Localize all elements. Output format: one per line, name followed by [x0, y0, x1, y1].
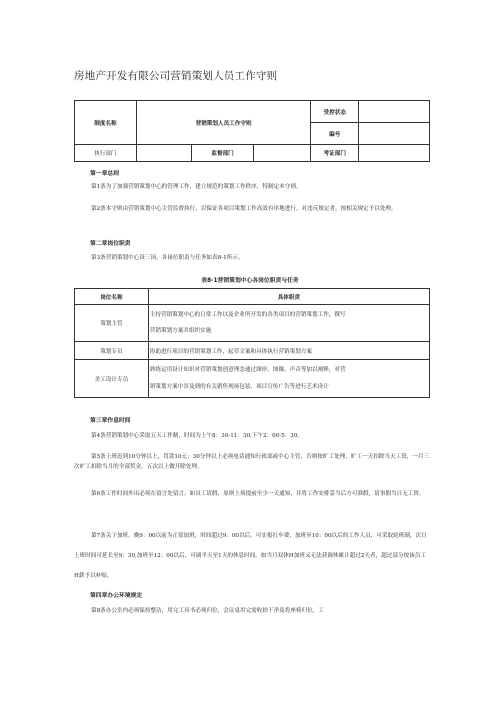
- table-row: [75, 360, 430, 398]
- table-row: [75, 305, 430, 342]
- number-label: 编号: [311, 123, 359, 145]
- number-value: [359, 123, 430, 145]
- article-8: 第8条办公室内必须保持整洁，用完工具书必须归位，会议桌用完需收拾干净及将座椅归位，工: [91, 608, 324, 614]
- duty-col-position: 岗位名称: [75, 289, 149, 305]
- duty-line: 销策划方案中涉及到的有关销售现场包装、项目宣传广告等进行艺术设计: [149, 383, 329, 390]
- article-4: 第4条营销策划中心采取五天工作制，时间为上午8：30-11：30,下午2：00-5：30。: [91, 433, 304, 439]
- chapter-4-heading: 第四章办公环境规定: [90, 593, 143, 599]
- supervise-dept-label: 监督部门: [191, 145, 254, 162]
- article-3: 第3条营销策划中心设三岗，各岗位职责与任务如表8-1所示。: [91, 255, 244, 261]
- article-1: 第1条为了加强营销策划中心的管理工作，建立规范的策划工作秩序，特制定本守则。: [91, 184, 302, 190]
- assess-dept-label: 考证部门: [311, 145, 359, 162]
- system-name-label: 制度名称: [75, 101, 137, 145]
- duty-col-responsibility: 具体职责: [148, 289, 429, 305]
- table-caption: 表8-1营销策划中心各岗位职责与任务: [201, 278, 299, 284]
- document-title: 房地产开发有限公司营销策划人员工作守则: [74, 70, 278, 82]
- article-6: 第6条工作时间外出必须在留言处留言。如员工请假，原则上须提前至少一天通知，并将工作安排妥当后方可准假，请事假当日无工资。: [91, 491, 425, 497]
- exec-dept-label: 执行部门: [75, 145, 137, 162]
- article-2: 第2条本守则由营销策划中心主管监督执行，以保证各项目策划工作高效有序地进行。对违反规定者，按相关规定予以处理。: [91, 206, 397, 212]
- supervise-dept-value: [254, 145, 311, 162]
- duty-line: 协助进行项目的营销策划工作，起草文案和具体执行营销策划方案: [148, 342, 429, 360]
- position-name: 策划专员: [75, 342, 149, 360]
- article-7: 第7条关于加班。晚9：00以前为正常加班，时间超过9：00以后，可实报打车费，加班至10：00以后的工作人员，可采取轮班制，次日上班时间可延长至9：30,加班至12：00以后，可调半天至1天的休息时间。如当月双休H加班又无法获调休累计超过2天者，超过部分按该员工H薪予以补贴。: [74, 533, 427, 579]
- status-label: 受控状态: [311, 101, 359, 123]
- system-name-value: 营销策划人员工作守则: [136, 101, 310, 145]
- chapter-3-heading: 第三章作息时间: [90, 418, 131, 424]
- chapter-1-heading: 第一章总则: [90, 171, 119, 177]
- duty-table: [74, 288, 430, 398]
- position-name: 美工设计专员: [75, 360, 149, 398]
- chapter-2-heading: 第二章岗位职责: [90, 241, 131, 247]
- assess-dept-value: [359, 145, 430, 162]
- duty-line: 营销策划方案并组织实施: [149, 328, 212, 334]
- status-value: [359, 101, 430, 123]
- position-name: 策划主管: [75, 305, 149, 342]
- exec-dept-value: [136, 145, 191, 162]
- table-row: [75, 342, 430, 360]
- duty-line: 熟练运用设计知识对营销策划创意理念通过图形、图像、声音等加以阐释，对营: [149, 366, 346, 373]
- header-table: [74, 100, 430, 162]
- article-5: 第5条上班迟到10分钟以上，罚款10元；30分钟以上必须电话通知行政部或中心主管，否则按旷工处理，旷工一天扣除当天工资，一月三次旷工扣除当月的全部奖金，五次以上做开除处理。: [74, 454, 430, 470]
- duty-line: 主持营销策划中心的日常工作以及企业所开发的各类项目的营销策划工作，撰写: [149, 312, 346, 318]
